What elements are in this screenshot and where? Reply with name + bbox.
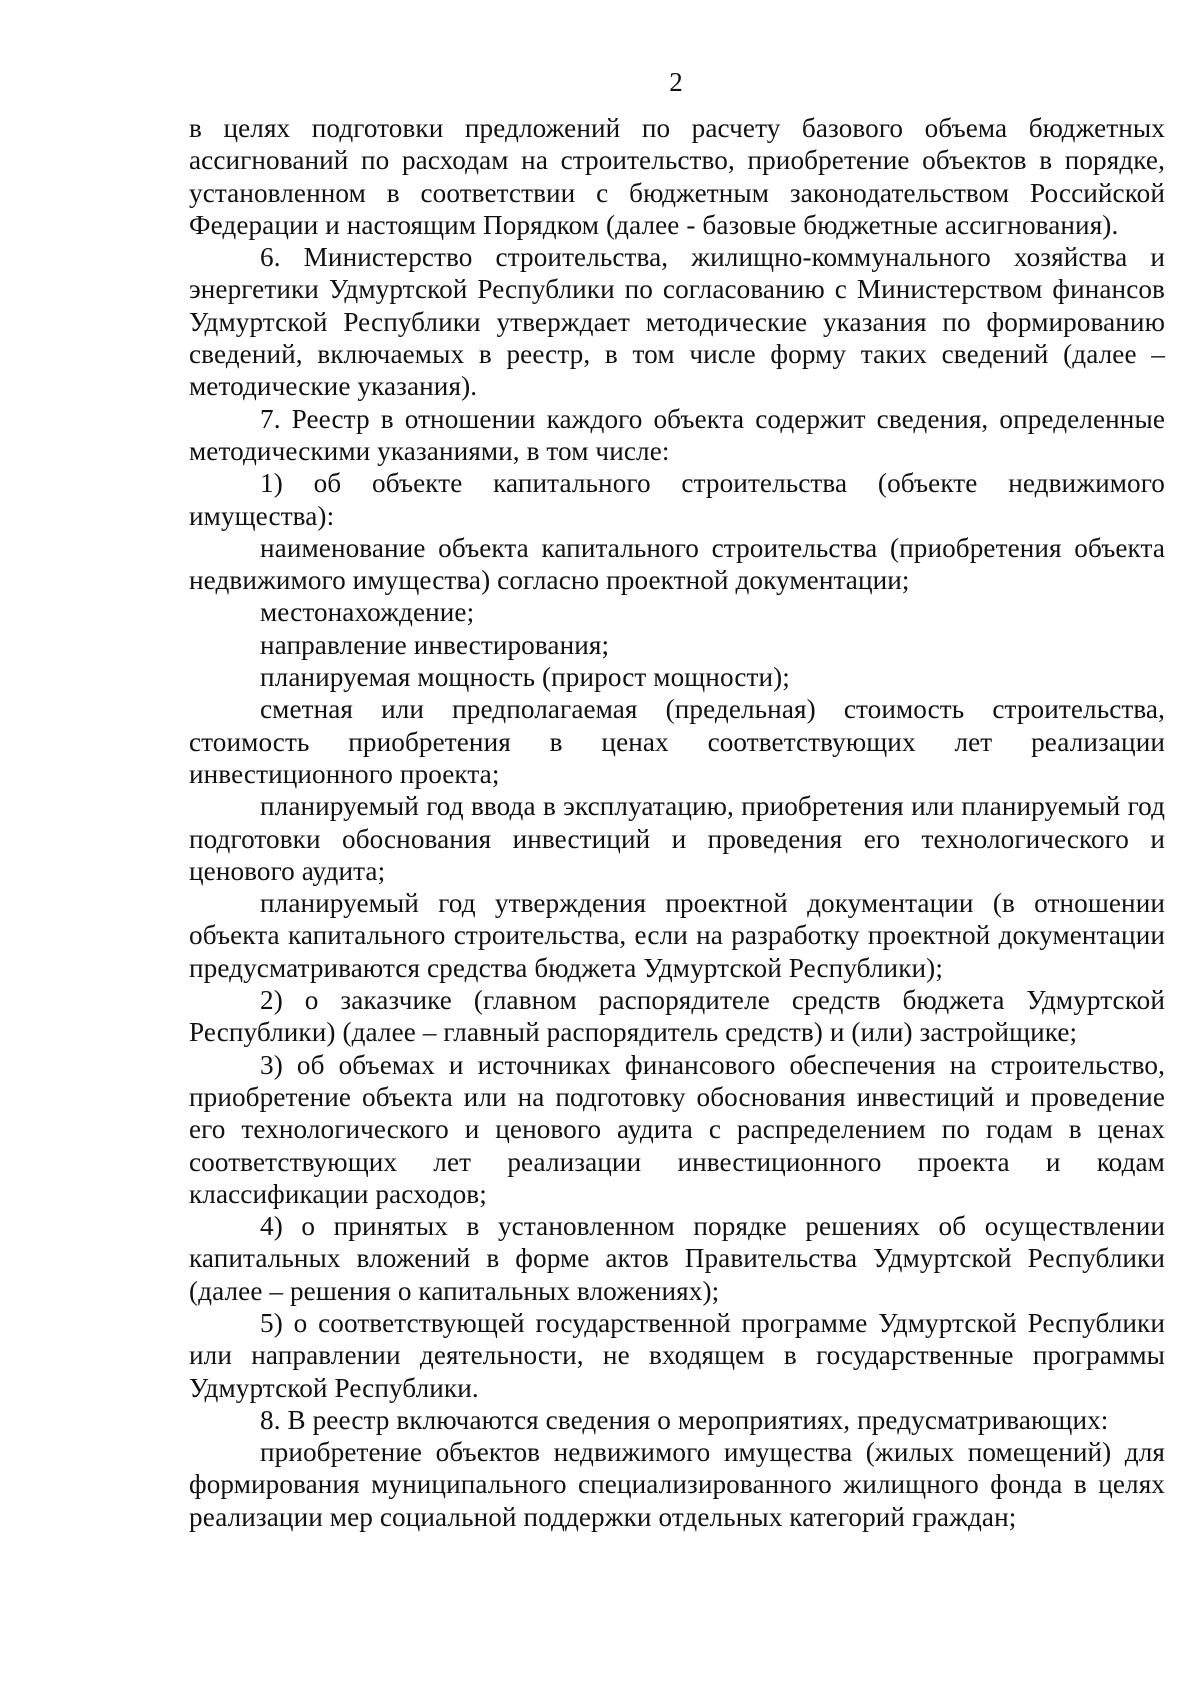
paragraph-approval-year: планируемый год утверждения проектной документации (в отношении объекта капитального строительства, если на разработку проектной документации предусматриваются средства бюджета Удмуртской Республики); [189,888,1165,983]
paragraph-subitem-4: 4) о принятых в установленном порядке решениях об осуществлении капитальных вложений в форме актов Правительства Удмуртской Республики (далее – решения о капитальных вложениях); [189,1211,1165,1306]
paragraph-real-estate-acquisition: приобретение объектов недвижимого имущества (жилых помещений) для формирования муниципального специализированного жилищного фонда в целях реализации мер социальной поддержки отдельных категорий граждан; [189,1437,1165,1532]
paragraph-item-6: 6. Министерство строительства, жилищно-коммунального хозяйства и энергетики Удмуртской Республики по согласованию с Министерством финансов Удмуртской Республики утверждает методические указания по формированию сведений, включаемых в реестр, в том числе форму таких сведений (далее – методические указания). [189,242,1165,402]
paragraph-item-7: 7. Реестр в отношении каждого объекта содержит сведения, определенные методическими указаниями, в том числе: [189,403,1165,466]
paragraph-continuation: в целях подготовки предложений по расчету базового объема бюджетных ассигнований по расходам на строительство, приобретение объектов в порядке, установленном в соответствии с бюджетным законодательством Российской Федерации и настоящим Порядком (далее - базовые бюджетные ассигнования). [189,113,1165,240]
paragraph-subitem-5: 5) о соответствующей государственной программе Удмуртской Республики или направлении деятельности, не входящем в государственные программы Удмуртской Республики. [189,1307,1165,1403]
paragraph-subitem-3: 3) об объемах и источниках финансового обеспечения на строительство, приобретение объекта или на подготовку обоснования инвестиций и проведение его технологического и ценового аудита с распределением по годам в ценах соответствующих лет реализации инвестиционного проекта и кодам классификации расходов; [189,1049,1165,1209]
document-body [189,112,1165,1533]
paragraph-item-8: 8. В реестр включаются сведения о мероприятиях, предусматривающих: [260,1404,1109,1435]
paragraph-commissioning-year: планируемый год ввода в эксплуатацию, приобретения или планируемый год подготовки обоснования инвестиций и проведения его технологического и ценового аудита; [189,791,1165,886]
paragraph-subitem-2: 2) о заказчике (главном распорядителе средств бюджета Удмуртской Республики) (далее – главный распорядитель средств) и (или) застройщике; [189,985,1165,1048]
paragraph-planned-capacity: планируемая мощность (прирост мощности); [260,662,790,693]
paragraph-investment-direction: направление инвестирования; [260,629,610,660]
paragraph-object-name: наименование объекта капитального строительства (приобретения объекта недвижимого имущества) согласно проектной документации; [189,532,1165,596]
paragraph-subitem-1: 1) об объекте капитального строительства (объекте недвижимого имущества): [189,468,1165,531]
paragraph-location: местонахождение; [260,597,475,628]
paragraph-estimated-cost: сметная или предполагаемая (предельная) стоимость строительства, стоимость приобретения в ценах соответствующих лет реализации инвестиционного проекта; [189,694,1165,789]
page-number: 2 [669,67,683,97]
